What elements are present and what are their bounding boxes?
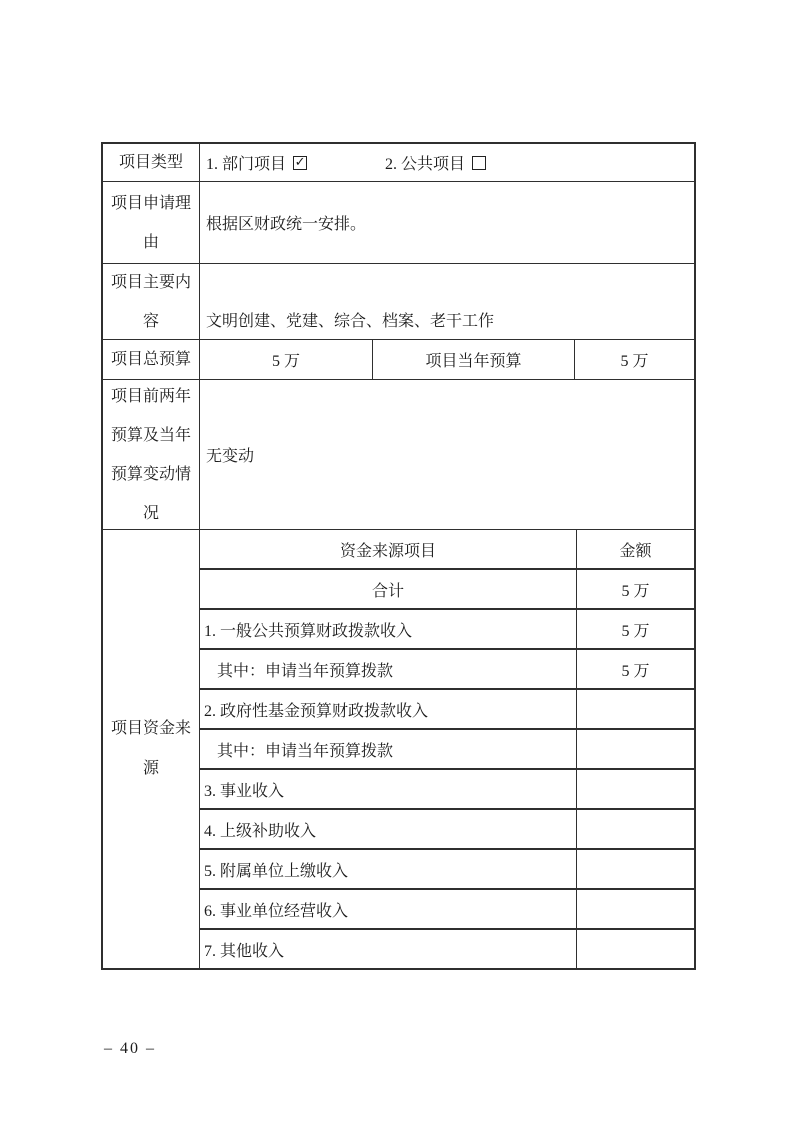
unchecked-checkbox-icon [472, 156, 486, 170]
budget-change-value: 无变动 [206, 448, 255, 465]
project-type-row [103, 144, 694, 182]
budget-row [103, 340, 694, 380]
funding-amount [577, 690, 694, 728]
total-budget-value: 5 万 [200, 340, 373, 379]
funding-item: 7. 其他收入 [200, 930, 577, 968]
funding-source-column-header: 资金来源项目 [200, 530, 577, 568]
application-reason-value: 根据区财政统一安排。 [206, 216, 367, 233]
application-reason-label: 项目申请理由 [103, 182, 200, 263]
funding-item: 其中：申请当年预算拨款 [200, 730, 577, 768]
funding-row [200, 608, 694, 648]
funding-section [103, 530, 694, 968]
funding-row [200, 808, 694, 848]
main-content-row [103, 264, 694, 340]
funding-amount [577, 930, 694, 968]
funding-section-label: 项目资金来源 [103, 530, 200, 968]
funding-item: 5. 附属单位上缴收入 [200, 850, 577, 888]
current-year-budget-value: 5 万 [620, 353, 649, 370]
funding-row-total [200, 568, 694, 608]
funding-header-row [200, 530, 694, 568]
funding-item: 6. 事业单位经营收入 [200, 890, 577, 928]
application-reason-row [103, 182, 694, 264]
amount-column-header: 金额 [619, 542, 652, 560]
funding-row [200, 848, 694, 888]
total-budget-label: 项目总预算 [103, 340, 200, 379]
funding-table [200, 530, 694, 968]
funding-amount: 5 万 [621, 582, 650, 600]
checked-checkbox-icon: ✓ [294, 154, 306, 169]
funding-amount: 5 万 [621, 662, 650, 680]
funding-item: 4. 上级补助收入 [200, 810, 577, 848]
page-number: – 40 – [104, 1040, 156, 1057]
project-type-label: 项目类型 [103, 144, 200, 181]
public-project-option [385, 151, 486, 174]
funding-row [200, 728, 694, 768]
funding-item: 2. 政府性基金预算财政拨款收入 [200, 690, 577, 728]
funding-amount [577, 810, 694, 848]
project-budget-table [101, 142, 696, 970]
project-type-options [200, 144, 694, 181]
funding-item: 1. 一般公共预算财政拨款收入 [200, 610, 577, 648]
main-content-label: 项目主要内容 [103, 264, 200, 339]
funding-row [200, 648, 694, 688]
funding-amount: 5 万 [621, 622, 650, 640]
funding-row [200, 688, 694, 728]
funding-item: 合计 [200, 570, 577, 608]
budget-change-row [103, 380, 694, 530]
department-project-label: 1. 部门项目 [206, 156, 287, 173]
funding-row [200, 888, 694, 928]
funding-row [200, 928, 694, 968]
main-content-value: 文明创建、党建、综合、档案、老干工作 [206, 313, 495, 330]
funding-amount [577, 770, 694, 808]
funding-amount [577, 890, 694, 928]
funding-amount [577, 730, 694, 768]
public-project-label: 2. 公共项目 [385, 156, 466, 173]
funding-amount [577, 850, 694, 888]
funding-row [200, 768, 694, 808]
funding-item: 3. 事业收入 [200, 770, 577, 808]
funding-item: 其中：申请当年预算拨款 [200, 650, 577, 688]
budget-change-label: 项目前两年预算及当年预算变动情况 [103, 380, 200, 529]
department-project-option [206, 151, 307, 174]
current-year-budget-label: 项目当年预算 [373, 340, 575, 379]
